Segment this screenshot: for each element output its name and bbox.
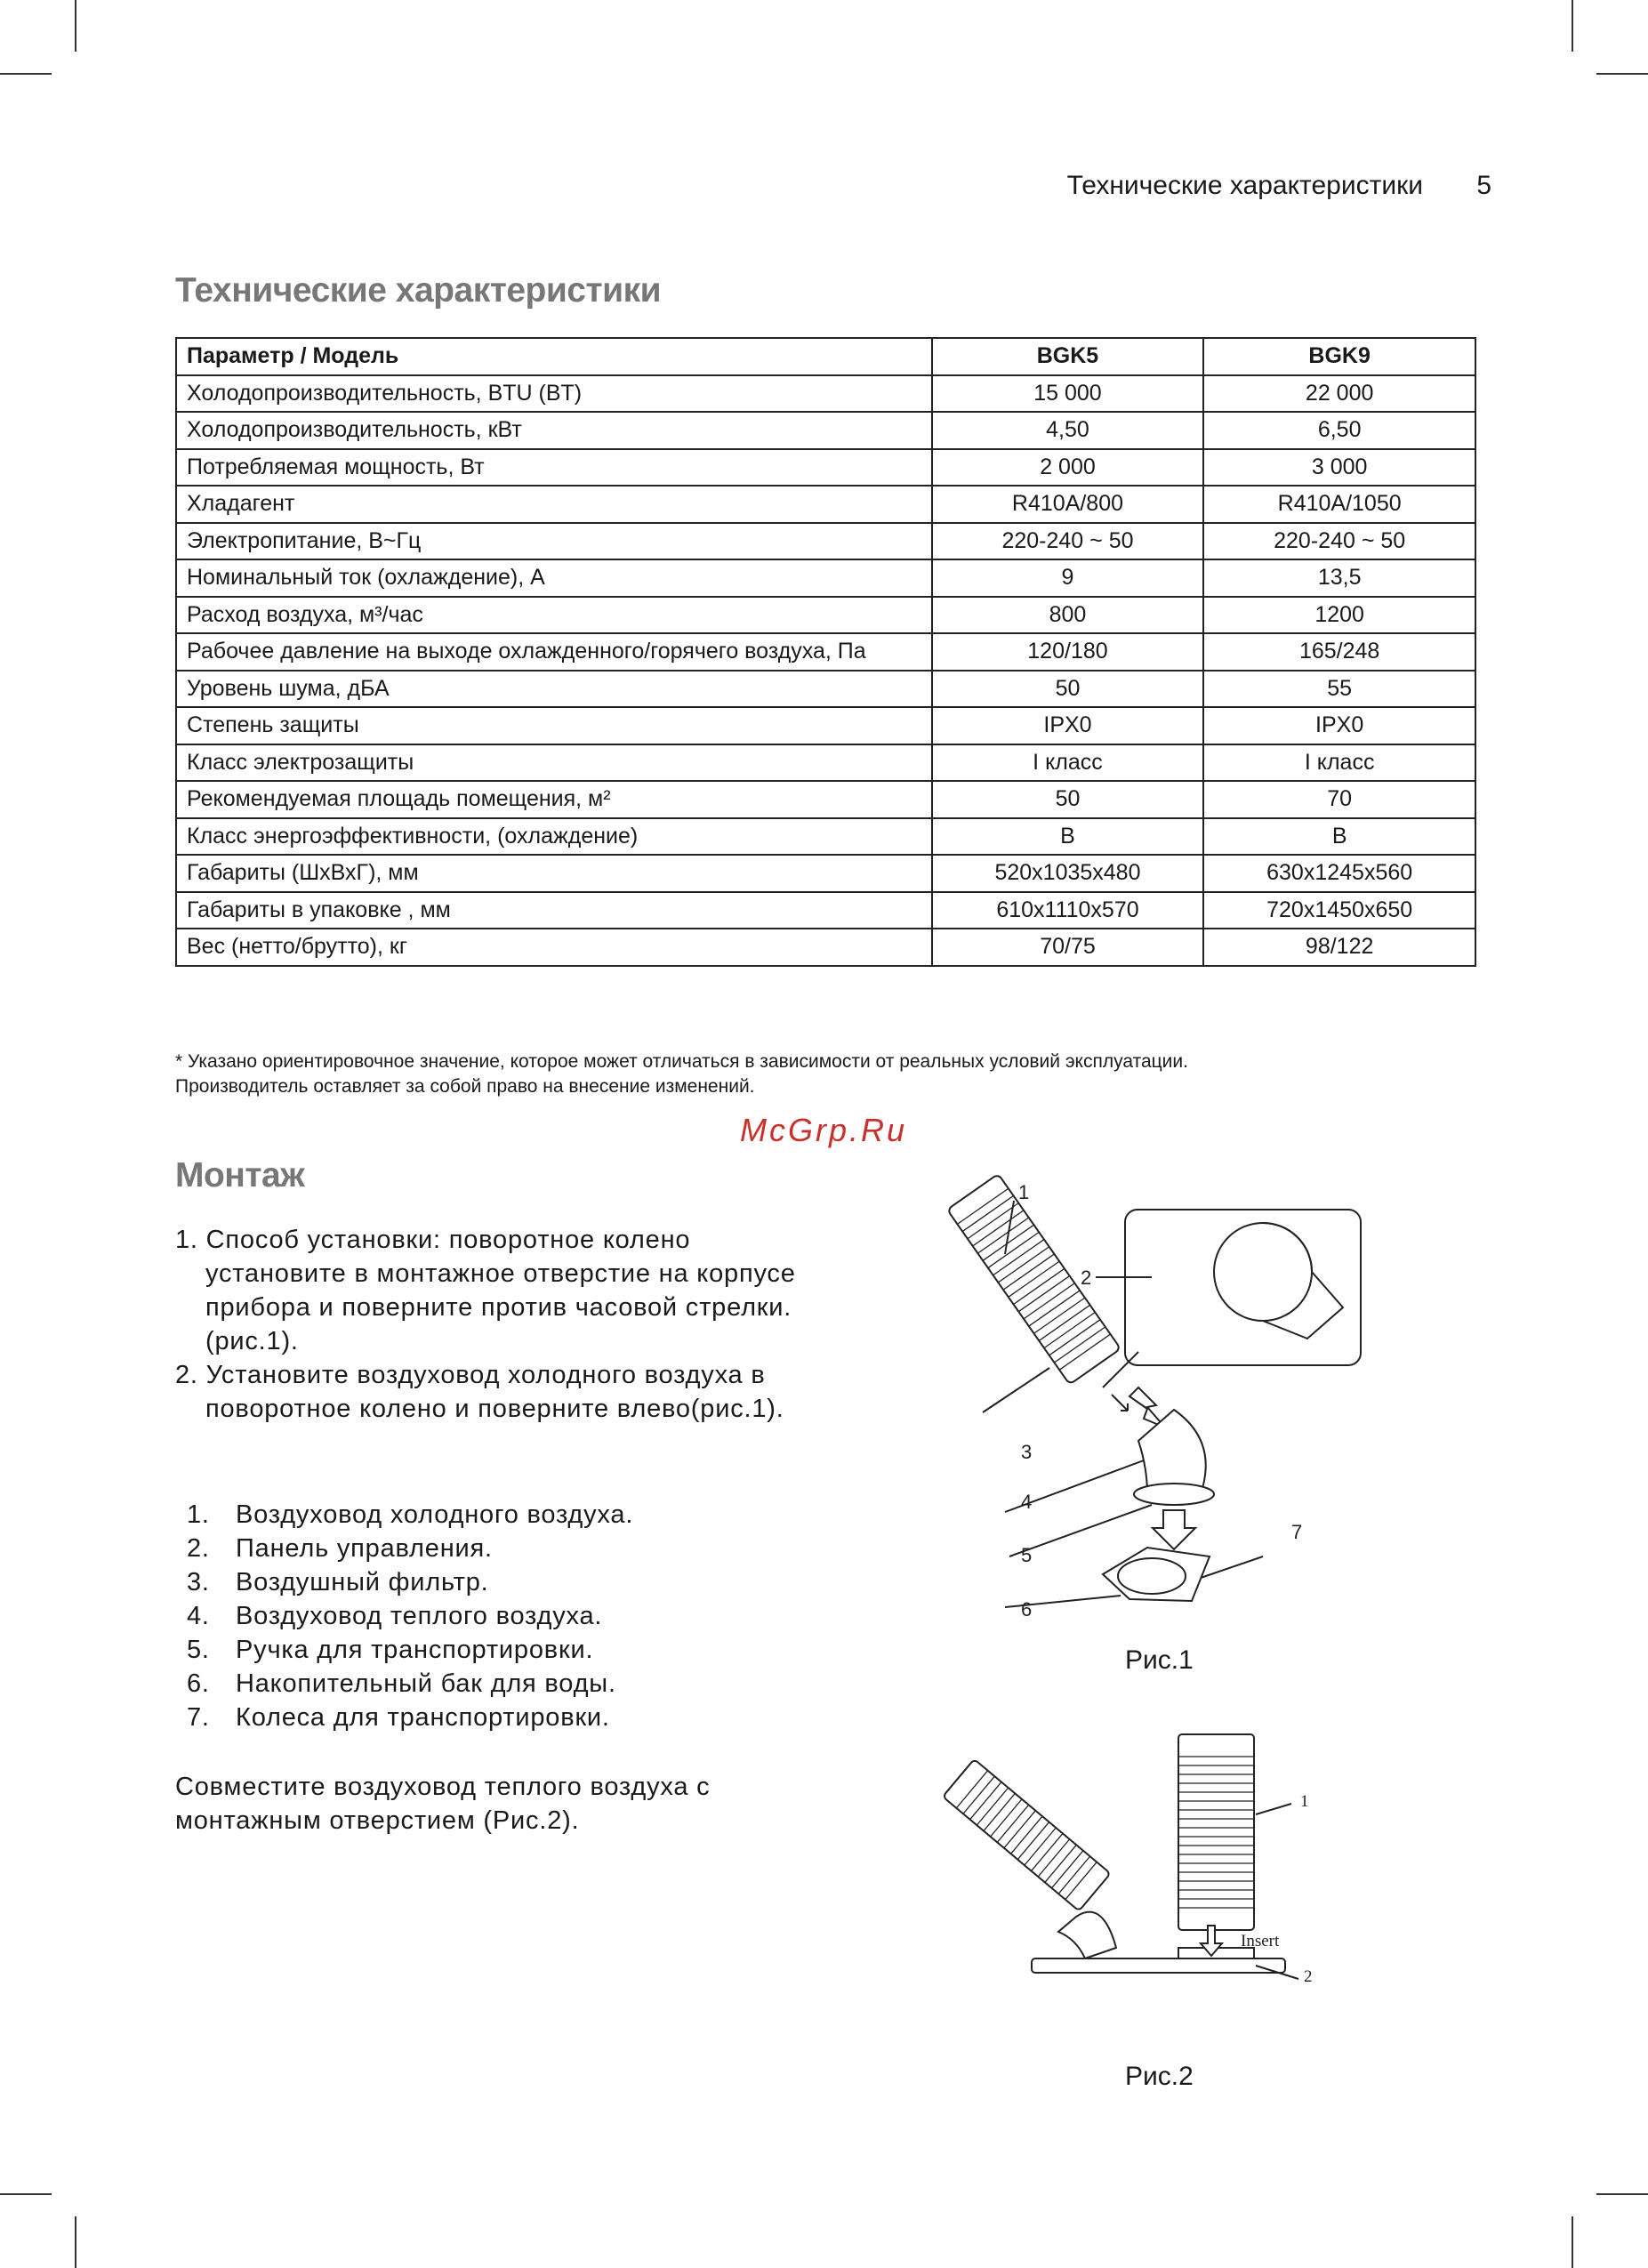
crop-mark xyxy=(1572,2216,1573,2268)
table-row xyxy=(176,375,1475,413)
list-item-number: 2. xyxy=(187,1534,210,1563)
bgk5-cell: 120/180 xyxy=(932,633,1204,671)
figure-1-label: 2 xyxy=(1081,1267,1092,1289)
list-item xyxy=(187,1498,633,1532)
list-item-number: 1. xyxy=(187,1500,210,1529)
bgk9-cell: 70 xyxy=(1203,781,1475,818)
figure-1-label: 1 xyxy=(1018,1181,1030,1203)
crop-mark xyxy=(75,0,76,52)
list-item-label: Воздуховод холодного воздуха. xyxy=(236,1500,634,1529)
bgk9-cell: 6,50 xyxy=(1203,412,1475,449)
bgk9-cell: 220-240 ~ 50 xyxy=(1203,523,1475,560)
figure-1-illustration xyxy=(880,1174,1379,1637)
list-item-label: Ручка для транспортировки. xyxy=(236,1636,594,1664)
parameter-cell: Холодопроизводительность, BTU (BT) xyxy=(176,375,932,413)
list-item xyxy=(187,1599,633,1633)
parameter-cell: Номинальный ток (охлаждение), А xyxy=(176,559,932,597)
table-row xyxy=(176,671,1475,708)
bgk5-cell: I класс xyxy=(932,744,1204,782)
table-row xyxy=(176,486,1475,523)
table-row xyxy=(176,929,1475,966)
crop-mark xyxy=(1572,0,1573,52)
bgk5-cell: R410A/800 xyxy=(932,486,1204,523)
parameter-cell: Вес (нетто/брутто), кг xyxy=(176,929,932,966)
bgk5-cell: 70/75 xyxy=(932,929,1204,966)
footnote xyxy=(175,1050,1188,1099)
bgk9-cell: 98/122 xyxy=(1203,929,1475,966)
crop-mark xyxy=(75,2216,76,2268)
list-item-label: Панель управления. xyxy=(236,1534,493,1563)
parts-list xyxy=(187,1498,633,1734)
parameter-cell: Класс электрозащиты xyxy=(176,744,932,782)
figure-1-label: 5 xyxy=(1021,1544,1033,1566)
list-item xyxy=(187,1532,633,1565)
column-header-bgk5: BGK5 xyxy=(932,338,1204,375)
bgk9-cell: 22 000 xyxy=(1203,375,1475,413)
list-item-number: 7. xyxy=(187,1703,210,1732)
bgk5-cell: 520x1035x480 xyxy=(932,855,1204,892)
table-row xyxy=(176,449,1475,487)
parameter-cell: Рабочее давление на выходе охлажденного/горячего воздуха, Па xyxy=(176,633,932,671)
figure-1-label: 6 xyxy=(1021,1598,1033,1621)
bgk5-cell: 220-240 ~ 50 xyxy=(932,523,1204,560)
figure-1-label: 3 xyxy=(1021,1441,1033,1463)
table-row xyxy=(176,523,1475,560)
install-steps xyxy=(175,1223,833,1426)
bgk9-cell: 13,5 xyxy=(1203,559,1475,597)
table-row xyxy=(176,818,1475,856)
list-item-label: Воздушный фильтр. xyxy=(236,1568,489,1596)
bgk9-cell: R410A/1050 xyxy=(1203,486,1475,523)
crop-mark xyxy=(0,73,52,75)
running-header xyxy=(1067,171,1491,201)
parameter-cell: Потребляемая мощность, Вт xyxy=(176,449,932,487)
figure-2-label: 1 xyxy=(1300,1792,1309,1811)
figure-1-label: 4 xyxy=(1021,1491,1033,1513)
bgk9-cell: B xyxy=(1203,818,1475,856)
figure-1-label: 7 xyxy=(1291,1521,1303,1543)
table-row xyxy=(176,597,1475,634)
bgk5-cell: 9 xyxy=(932,559,1204,597)
bgk5-cell: B xyxy=(932,818,1204,856)
bgk9-cell: 630x1245x560 xyxy=(1203,855,1475,892)
column-header-parameter: Параметр / Модель xyxy=(176,338,932,375)
table-row xyxy=(176,559,1475,597)
bgk5-cell: 2 000 xyxy=(932,449,1204,487)
bgk9-cell: 165/248 xyxy=(1203,633,1475,671)
bgk5-cell: 15 000 xyxy=(932,375,1204,413)
parameter-cell: Габариты в упаковке , мм xyxy=(176,892,932,929)
bgk5-cell: 50 xyxy=(932,781,1204,818)
list-item-number: 3. xyxy=(187,1568,210,1596)
bgk5-cell: 800 xyxy=(932,597,1204,634)
figure-2-label: 2 xyxy=(1304,1967,1313,1986)
bgk5-cell: 610x1110x570 xyxy=(932,892,1204,929)
parameter-cell: Холодопроизводительность, кВт xyxy=(176,412,932,449)
crop-mark xyxy=(1596,2193,1648,2195)
bgk9-cell: IPX0 xyxy=(1203,707,1475,744)
list-item xyxy=(187,1701,633,1734)
bgk5-cell: 50 xyxy=(932,671,1204,708)
spec-table-header xyxy=(176,338,1475,375)
list-item-number: 6. xyxy=(187,1669,210,1698)
bgk9-cell: 1200 xyxy=(1203,597,1475,634)
figure-2-caption: Рис.2 xyxy=(1125,2062,1194,2091)
table-row xyxy=(176,781,1475,818)
install-title: Монтаж xyxy=(175,1156,305,1194)
bgk9-cell: 720x1450x650 xyxy=(1203,892,1475,929)
footnote-line: * Указано ориентировочное значение, которое может отличаться в зависимости от реальных условий эксплуатации. xyxy=(175,1051,1188,1072)
bgk5-cell: 4,50 xyxy=(932,412,1204,449)
list-item-label: Воздуховод теплого воздуха. xyxy=(236,1602,603,1630)
table-row xyxy=(176,855,1475,892)
list-item-number: 4. xyxy=(187,1602,210,1630)
spec-table xyxy=(175,337,1476,967)
figure-2-illustration xyxy=(925,1725,1334,2019)
page-number: 5 xyxy=(1476,171,1491,200)
parameter-cell: Степень защиты xyxy=(176,707,932,744)
parameter-cell: Хладагент xyxy=(176,486,932,523)
parameter-cell: Уровень шума, дБА xyxy=(176,671,932,708)
table-row xyxy=(176,892,1475,929)
bgk5-cell: IPX0 xyxy=(932,707,1204,744)
install-step: 2. Установите воздуховод холодного воздуха в поворотное колено и поверните влево(рис.1). xyxy=(175,1361,784,1423)
bgk9-cell: 55 xyxy=(1203,671,1475,708)
parameter-cell: Класс энергоэффективности, (охлаждение) xyxy=(176,818,932,856)
bgk9-cell: 3 000 xyxy=(1203,449,1475,487)
crop-mark xyxy=(0,2193,52,2195)
table-row xyxy=(176,707,1475,744)
figure-1-caption: Рис.1 xyxy=(1125,1645,1194,1675)
list-item xyxy=(187,1667,633,1701)
list-item-label: Колеса для транспортировки. xyxy=(236,1703,610,1732)
bgk9-cell: I класс xyxy=(1203,744,1475,782)
final-instruction: Совместите воздуховод теплого воздуха с монтажным отверстием (Рис.2). xyxy=(175,1773,711,1835)
footnote-line: Производитель оставляет за собой право на внесение изменений. xyxy=(175,1076,755,1097)
specs-title: Технические характеристики xyxy=(175,271,662,310)
install-step: 1. Способ установки: поворотное колено установите в монтажное отверстие на корпусе прибора и поверните против часовой стрелки. (рис.1). xyxy=(175,1226,796,1355)
list-item-number: 5. xyxy=(187,1636,210,1664)
list-item xyxy=(187,1565,633,1599)
parameter-cell: Рекомендуемая площадь помещения, м² xyxy=(176,781,932,818)
crop-mark xyxy=(1596,73,1648,75)
list-item-label: Накопительный бак для воды. xyxy=(236,1669,616,1698)
column-header-bgk9: BGK9 xyxy=(1203,338,1475,375)
parameter-cell: Расход воздуха, м³/час xyxy=(176,597,932,634)
table-row xyxy=(176,744,1475,782)
list-item xyxy=(187,1633,633,1667)
watermark[interactable]: McGrp.Ru xyxy=(740,1112,908,1148)
table-row xyxy=(176,412,1475,449)
parameter-cell: Габариты (ШхВхГ), мм xyxy=(176,855,932,892)
running-header-title: Технические характеристики xyxy=(1066,171,1423,200)
table-row xyxy=(176,633,1475,671)
insert-label: Insert xyxy=(1241,1932,1280,1950)
parameter-cell: Электропитание, В~Гц xyxy=(176,523,932,560)
